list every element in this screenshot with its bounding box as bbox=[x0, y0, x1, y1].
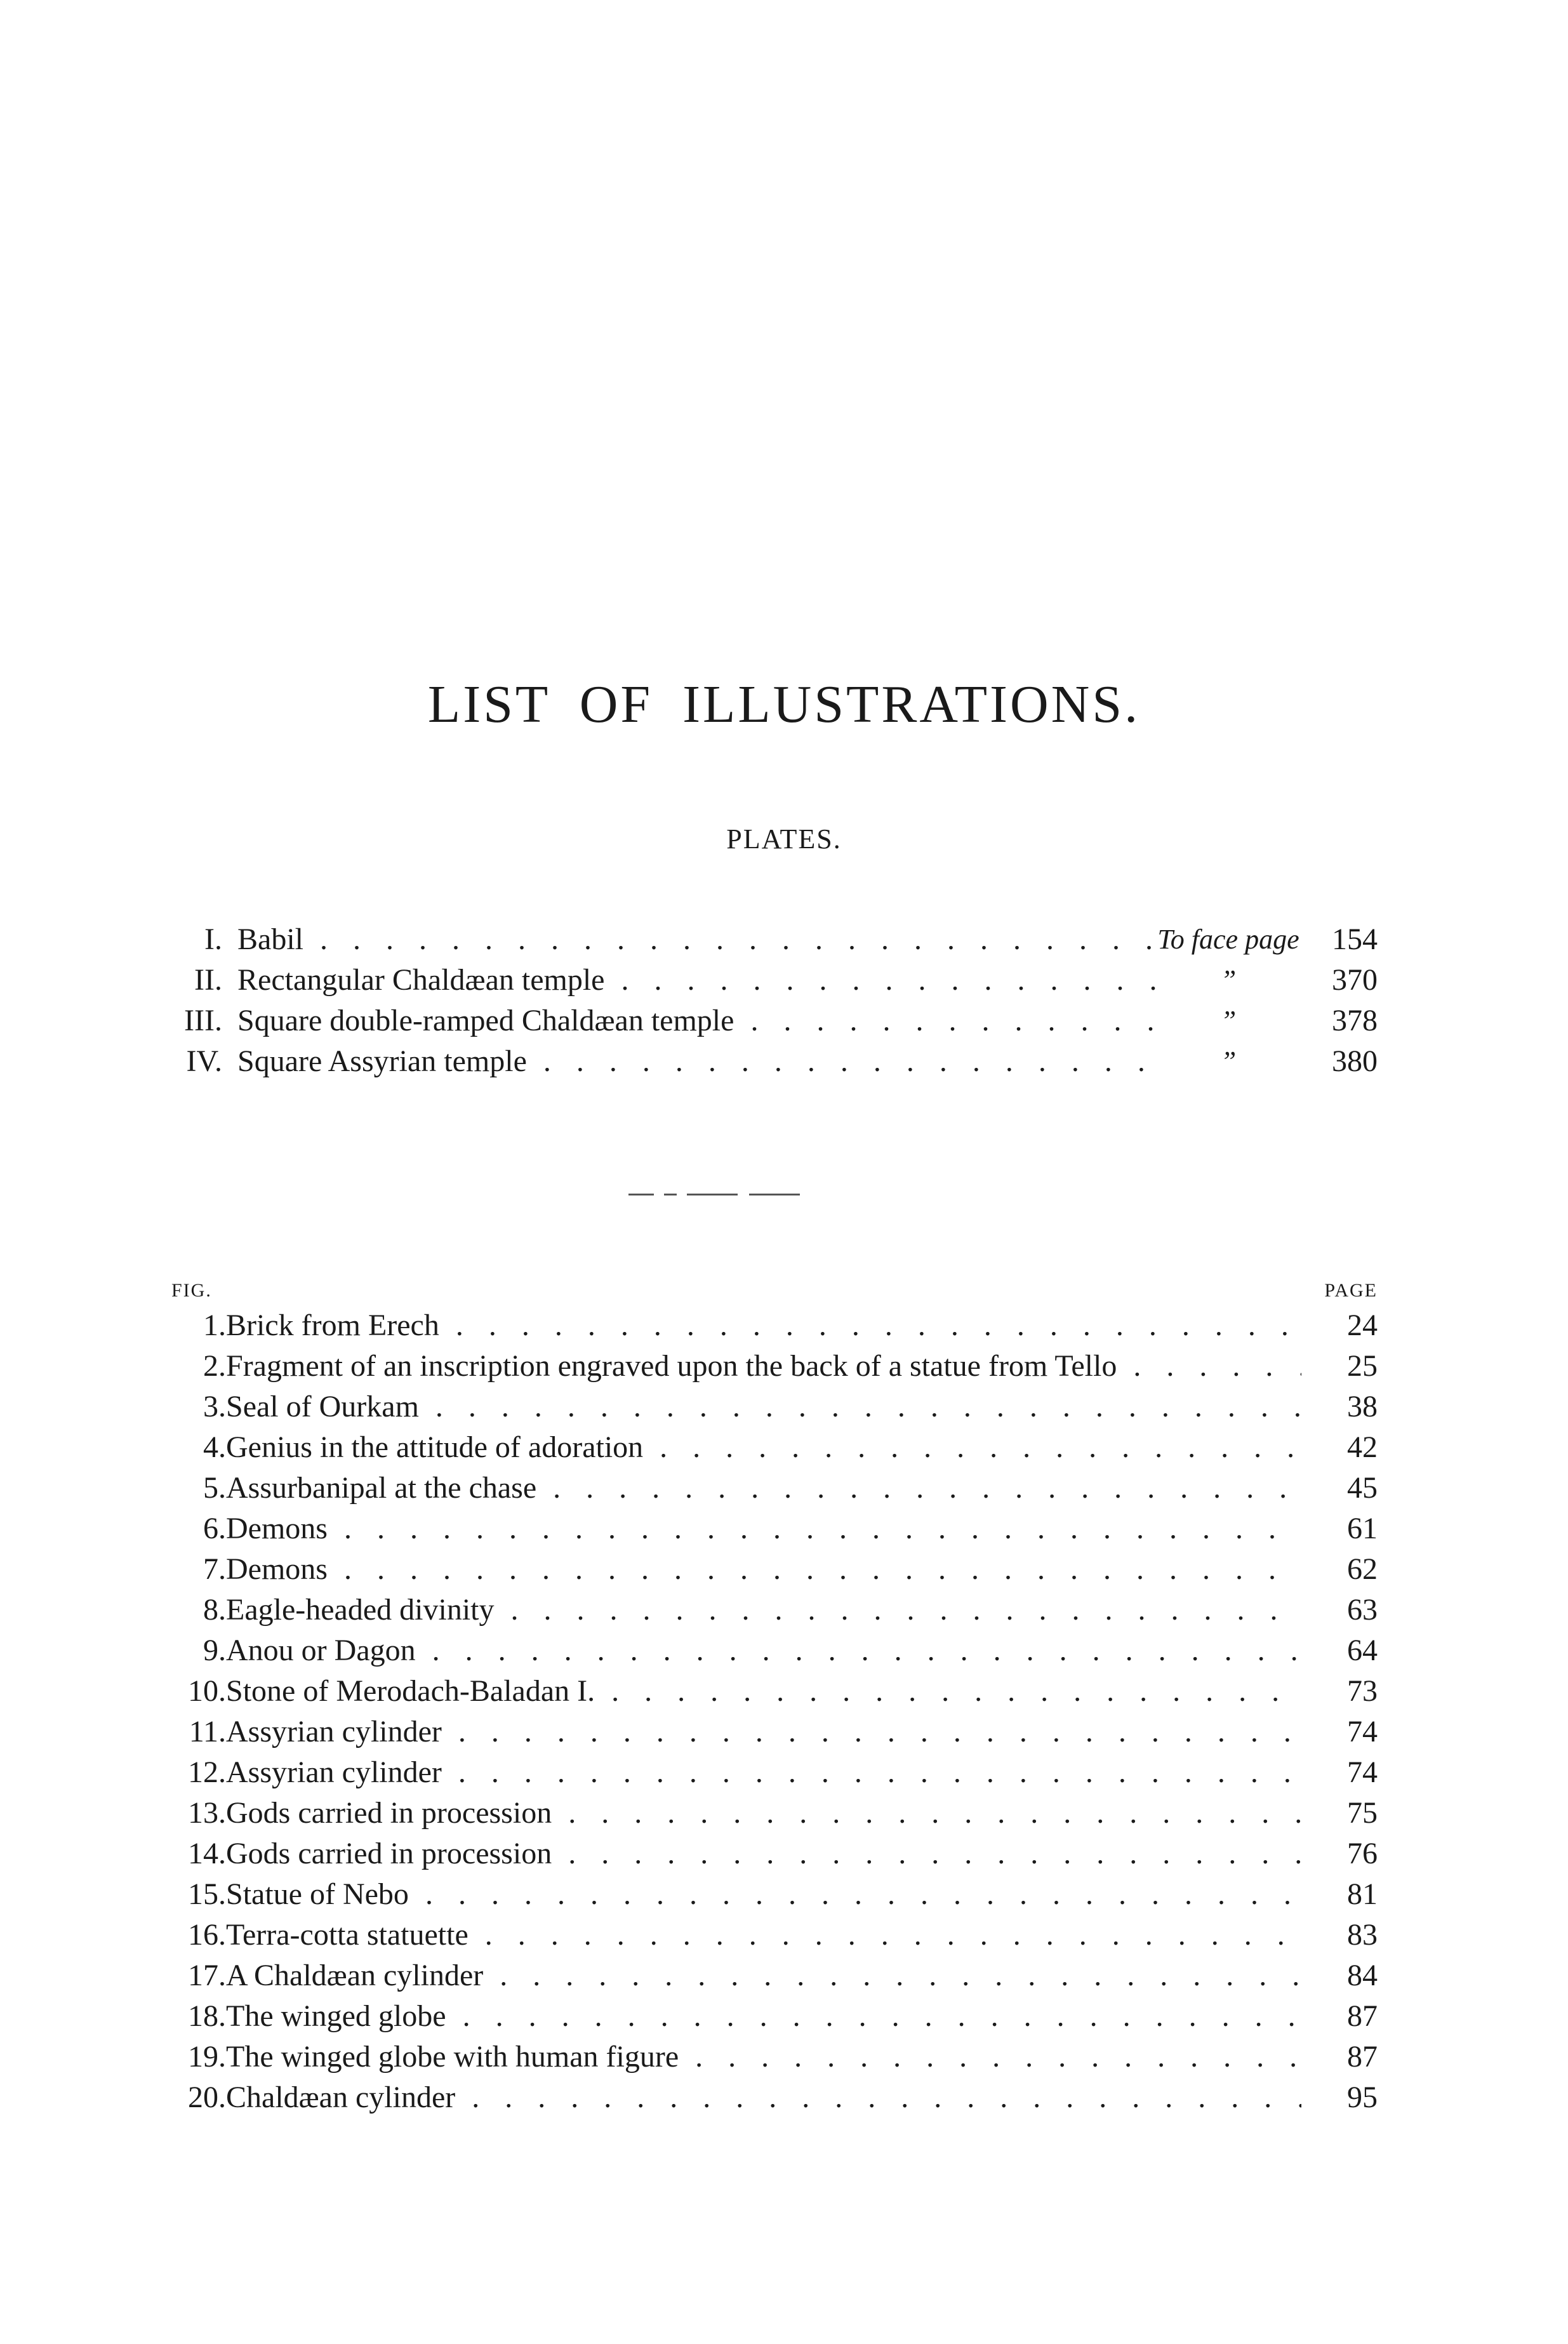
figure-number: 1. bbox=[203, 1309, 226, 1342]
plate-number: III. bbox=[184, 1004, 222, 1037]
figure-page: 63 bbox=[1347, 1593, 1378, 1627]
figure-title: Assyrian cylinder . . . bbox=[226, 1712, 1301, 1752]
figure-page: 38 bbox=[1347, 1390, 1378, 1423]
figure-page: 73 bbox=[1347, 1674, 1378, 1708]
figure-page: 74 bbox=[1347, 1755, 1378, 1789]
plate-entry bbox=[171, 919, 1378, 960]
figure-entry bbox=[171, 1630, 1378, 1671]
figure-page: 24 bbox=[1347, 1309, 1378, 1342]
figure-title: Gods carried in procession . . . bbox=[226, 1793, 1301, 1834]
figure-title: Stone of Merodach-Baladan I. . . . bbox=[226, 1671, 1301, 1712]
plate-entry bbox=[171, 1001, 1378, 1041]
figure-number: 16. bbox=[188, 1918, 226, 1952]
figure-entry bbox=[171, 1549, 1378, 1590]
plate-title: Square double-ramped Chaldæan temple . . . bbox=[237, 1001, 1162, 1041]
figure-number: 12. bbox=[188, 1755, 226, 1789]
figure-entry bbox=[171, 2037, 1378, 2077]
figure-number: 13. bbox=[188, 1796, 226, 1830]
plate-title: Babil . . . bbox=[237, 919, 1162, 960]
figure-page: 75 bbox=[1347, 1796, 1378, 1830]
figure-page: 95 bbox=[1347, 2081, 1378, 2114]
figure-entry bbox=[171, 1508, 1378, 1549]
figure-entry bbox=[171, 1427, 1378, 1468]
figure-entry bbox=[171, 1712, 1378, 1752]
figure-title: Gods carried in procession . . . bbox=[226, 1834, 1301, 1874]
figures-list bbox=[171, 1280, 1378, 2118]
plate-page: 380 bbox=[1332, 1044, 1378, 1078]
plate-title: Rectangular Chaldæan temple . . . bbox=[237, 960, 1162, 1001]
figure-title: Brick from Erech . . . bbox=[226, 1305, 1301, 1346]
figure-number: 18. bbox=[188, 1999, 226, 2033]
page-column-label: PAGE bbox=[1324, 1280, 1378, 1301]
plate-number: IV. bbox=[186, 1044, 222, 1078]
figure-number: 4. bbox=[203, 1430, 226, 1464]
figure-number: 3. bbox=[203, 1390, 226, 1423]
plates-list bbox=[171, 919, 1378, 1082]
figure-page: 74 bbox=[1347, 1715, 1378, 1748]
figure-number: 7. bbox=[203, 1552, 226, 1586]
plate-number: I. bbox=[204, 922, 222, 956]
figures-header bbox=[171, 1280, 1378, 1305]
plate-note: To face page bbox=[1157, 924, 1299, 955]
plate-note: ” bbox=[1220, 1046, 1237, 1077]
figure-number: 17. bbox=[188, 1959, 226, 1992]
plate-page: 378 bbox=[1332, 1004, 1378, 1037]
figure-entry bbox=[171, 1346, 1378, 1387]
plate-title: Square Assyrian temple . . . bbox=[237, 1041, 1162, 1082]
figure-entry bbox=[171, 1793, 1378, 1834]
figure-entry bbox=[171, 1955, 1378, 1996]
figure-title: A Chaldæan cylinder . . . bbox=[226, 1955, 1301, 1996]
figure-number: 15. bbox=[188, 1877, 226, 1911]
plate-page: 154 bbox=[1332, 922, 1378, 956]
section-divider bbox=[628, 1194, 800, 1197]
figure-page: 61 bbox=[1347, 1512, 1378, 1545]
figure-title: Chaldæan cylinder . . . bbox=[226, 2077, 1301, 2118]
figure-number: 14. bbox=[188, 1837, 226, 1870]
figure-title: Seal of Ourkam . . . bbox=[226, 1387, 1301, 1427]
figure-page: 45 bbox=[1347, 1471, 1378, 1505]
figure-entry bbox=[171, 1590, 1378, 1630]
page-title: LIST OF ILLUSTRATIONS. bbox=[427, 675, 1141, 734]
figure-title: Fragment of an inscription engraved upon the back of a statue from Tello . . . bbox=[226, 1346, 1301, 1387]
figure-page: 87 bbox=[1347, 1999, 1378, 2033]
figure-title: Anou or Dagon . . . bbox=[226, 1630, 1301, 1671]
figure-number: 19. bbox=[188, 2040, 226, 2074]
figure-entry bbox=[171, 1671, 1378, 1712]
plates-heading: PLATES. bbox=[726, 823, 842, 855]
figure-page: 84 bbox=[1347, 1959, 1378, 1992]
figure-title: The winged globe . . . bbox=[226, 1996, 1301, 2037]
figure-entry bbox=[171, 1996, 1378, 2037]
figure-number: 8. bbox=[203, 1593, 226, 1627]
plate-entry bbox=[171, 960, 1378, 1001]
figure-title: Assyrian cylinder . . . bbox=[226, 1752, 1301, 1793]
figure-title: Demons . . . bbox=[226, 1549, 1301, 1590]
plate-note: ” bbox=[1220, 1005, 1237, 1036]
figure-entry bbox=[171, 1468, 1378, 1508]
figure-number: 20. bbox=[188, 2081, 226, 2114]
figure-page: 76 bbox=[1347, 1837, 1378, 1870]
figure-title: Assurbanipal at the chase . . . bbox=[226, 1468, 1301, 1508]
figure-title: Statue of Nebo . . . bbox=[226, 1874, 1301, 1915]
plate-number: II. bbox=[194, 963, 222, 997]
plate-page: 370 bbox=[1332, 963, 1378, 997]
figure-page: 64 bbox=[1347, 1634, 1378, 1667]
figure-entry bbox=[171, 1874, 1378, 1915]
figure-title: Demons . . . bbox=[226, 1508, 1301, 1549]
figure-entry bbox=[171, 1915, 1378, 1955]
figure-number: 10. bbox=[188, 1674, 226, 1708]
figure-number: 9. bbox=[203, 1634, 226, 1667]
figure-entry bbox=[171, 1387, 1378, 1427]
figure-page: 42 bbox=[1347, 1430, 1378, 1464]
figure-page: 87 bbox=[1347, 2040, 1378, 2074]
figure-page: 25 bbox=[1347, 1349, 1378, 1383]
figure-number: 2. bbox=[203, 1349, 226, 1383]
figure-page: 62 bbox=[1347, 1552, 1378, 1586]
figure-number: 6. bbox=[203, 1512, 226, 1545]
figure-number: 5. bbox=[203, 1471, 226, 1505]
figure-title: Genius in the attitude of adoration . . . bbox=[226, 1427, 1301, 1468]
figure-entry bbox=[171, 1305, 1378, 1346]
figure-number: 11. bbox=[189, 1715, 226, 1748]
figure-entry bbox=[171, 1752, 1378, 1793]
plate-note: ” bbox=[1220, 964, 1237, 996]
plate-entry bbox=[171, 1041, 1378, 1082]
figure-title: Terra-cotta statuette . . . bbox=[226, 1915, 1301, 1955]
figure-page: 83 bbox=[1347, 1918, 1378, 1952]
figure-entry bbox=[171, 2077, 1378, 2118]
figure-page: 81 bbox=[1347, 1877, 1378, 1911]
fig-column-label: FIG. bbox=[171, 1280, 212, 1301]
figure-title: The winged globe with human figure . . . bbox=[226, 2037, 1301, 2077]
figure-entry bbox=[171, 1834, 1378, 1874]
figure-title: Eagle-headed divinity . . . bbox=[226, 1590, 1301, 1630]
